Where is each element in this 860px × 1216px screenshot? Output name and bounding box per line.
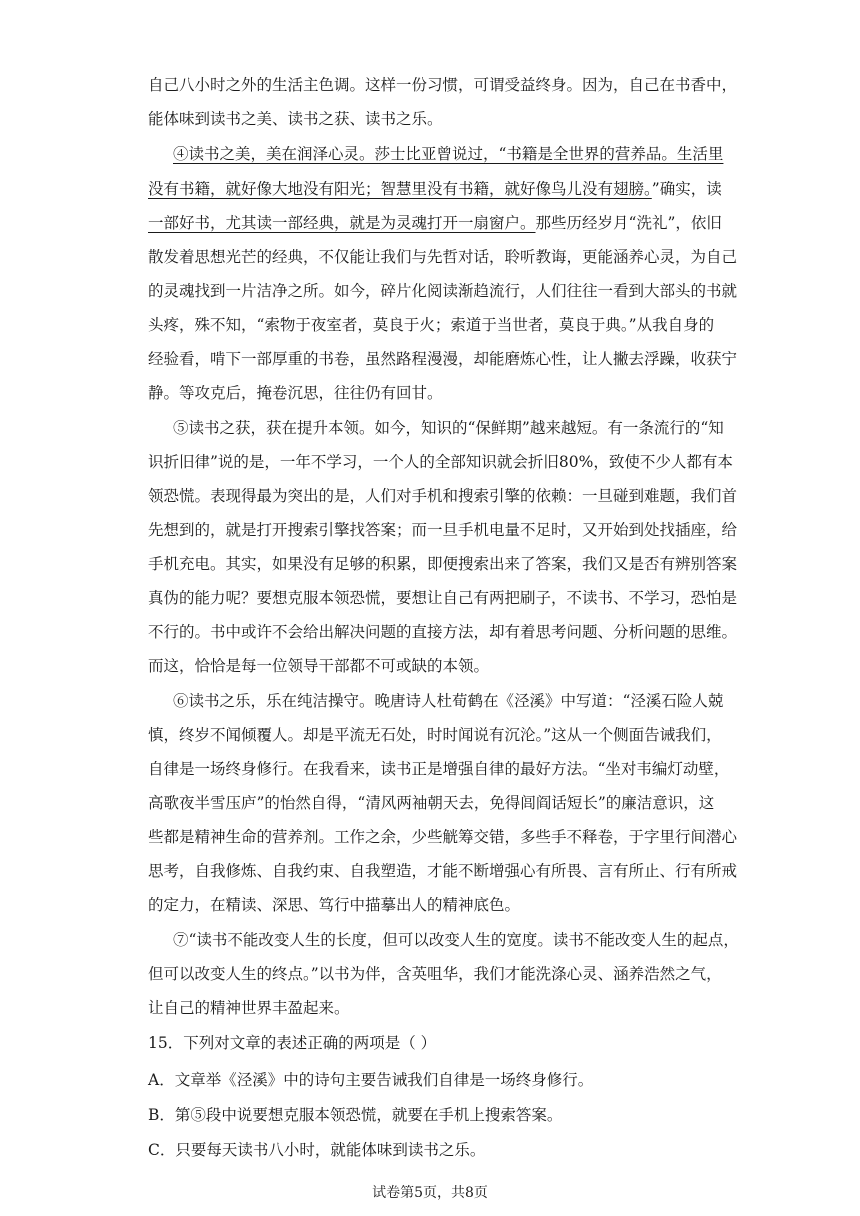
paragraph-5-line: ⑤读书之获，获在提升本领。如今，知识的“保鲜期”越来越短。有一条流行的“知 xyxy=(173,419,724,437)
paragraph-4-line: 的灵魂找到一片洁净之所。如今，碎片化阅读渐趋流行，人们往往一看到大部头的书就 xyxy=(148,282,738,300)
paragraph-5-line: 手机充电。其实，如果没有足够的积累，即便搜索出来了答案，我们又是否有辨别答案 xyxy=(148,555,738,573)
paragraph-6-line: 些都是精神生命的营养剂。工作之余，少些觥筹交错，多些手不释卷，于字里行间潜心 xyxy=(148,828,738,846)
paragraph-4-line: 头疼，殊不知，“索物于夜室者，莫良于火；索道于当世者，莫良于典。”从我自身的 xyxy=(148,316,715,334)
paragraph-4-line: 散发着思想光芒的经典，不仅能让我们与先哲对话，聆听教诲，更能涵养心灵，为自己 xyxy=(148,248,738,266)
paragraph-6-line: 的定力，在精读、深思、笃行中描摹出人的精神底色。 xyxy=(148,896,521,914)
underlined-text: 没有书籍，就好像大地没有阳光；智慧里没有书籍，就好像鸟儿没有翅膀。 xyxy=(148,180,652,198)
paragraph-7-line: ⑦“读书不能改变人生的长度，但可以改变人生的宽度。读书不能改变人生的起点， xyxy=(173,931,739,949)
paragraph-line: 能体味到读书之美、读书之获、读书之乐。 xyxy=(148,110,443,128)
paragraph-5-line: 不行的。书中或许不会给出解决问题的直接方法，却有着思考问题、分析问题的思维。 xyxy=(148,623,738,641)
underlined-text: 一部好书，尤其读一部经典，就是为灵魂打开一扇窗户。 xyxy=(148,214,536,232)
paragraph-4-line: 静。等攻克后，掩卷沉思，往往仍有回甘。 xyxy=(148,384,443,402)
paragraph-5-line: 而这，恰恰是每一位领导干部都不可或缺的本领。 xyxy=(148,657,490,675)
paragraph-4-line xyxy=(173,137,743,171)
question-15-stem: 15．下列对文章的表述正确的两项是（ ） xyxy=(148,1034,437,1052)
paragraph-7-line: 但可以改变人生的终点。”以书为伴，含英咀华，我们才能洗涤心灵、涵养浩然之气， xyxy=(148,965,722,983)
paragraph-line: 自己八小时之外的生活主色调。这样一份习惯，可谓受益终身。因为，自己在书香中， xyxy=(148,76,738,94)
paragraph-6-line: ⑥读书之乐，乐在纯洁操守。晚唐诗人杜荀鹤在《泾溪》中写道：“泾溪石险人兢 xyxy=(173,692,724,710)
paragraph-4-line: 经验看，啃下一部厚重的书卷，虽然路程漫漫，却能磨炼心性，让人撇去浮躁，收获宁 xyxy=(148,350,738,368)
paragraph-6-line: 思考，自我修炼、自我约束、自我塑造，才能不断增强心有所畏、言有所止、行有所戒 xyxy=(148,862,738,880)
paragraph-5-line: 真伪的能力呢？要想克服本领恐慌，要想让自己有两把刷子，不读书、不学习，恐怕是 xyxy=(148,589,738,607)
paragraph-4-line xyxy=(148,172,722,206)
paragraph-6-line: 自律是一场终身修行。在我看来，读书正是增强自律的最好方法。“坐对韦编灯动壁， xyxy=(148,760,730,778)
plain-text: ”确实，读 xyxy=(651,180,722,198)
paragraph-5-line: 先想到的，就是打开搜索引擎找答案；而一旦手机电量不足时，又开始到处找插座，给 xyxy=(148,521,738,539)
paragraph-6-line: 慎，终岁不闻倾覆人。却是平流无石处，时时闻说有沉沦。”这从一个侧面告诫我们， xyxy=(148,726,722,744)
option-a: A．文章举《泾溪》中的诗句主要告诫我们自律是一场终身修行。 xyxy=(148,1071,594,1089)
paragraph-7-line: 让自己的精神世界丰盈起来。 xyxy=(148,999,350,1017)
page-footer: 试卷第5页，共8页 xyxy=(372,1185,488,1201)
option-b: B．第⑤段中说要想克服本领恐慌，就要在手机上搜索答案。 xyxy=(148,1106,563,1124)
paragraph-4-line xyxy=(148,206,722,240)
underlined-text: ④读书之美，美在润泽心灵。莎士比亚曾说过，“书籍是全世界的营养品。生活里 xyxy=(173,145,724,163)
paragraph-5-line: 识折旧律”说的是，一年不学习，一个人的全部知识就会折旧80%，致使不少人都有本 xyxy=(148,453,733,471)
option-c: C．只要每天读书八小时，就能体味到读书之乐。 xyxy=(148,1141,486,1159)
plain-text: 那些历经岁月“洗礼”，依旧 xyxy=(535,214,722,232)
paragraph-6-line: 高歌夜半雪压庐”的怡然自得，“清风两袖朝天去，免得闾阎话短长”的廉洁意识，这 xyxy=(148,794,715,812)
paragraph-5-line: 领恐慌。表现得最为突出的是，人们对手机和搜索引擎的依赖：一旦碰到难题，我们首 xyxy=(148,487,738,505)
